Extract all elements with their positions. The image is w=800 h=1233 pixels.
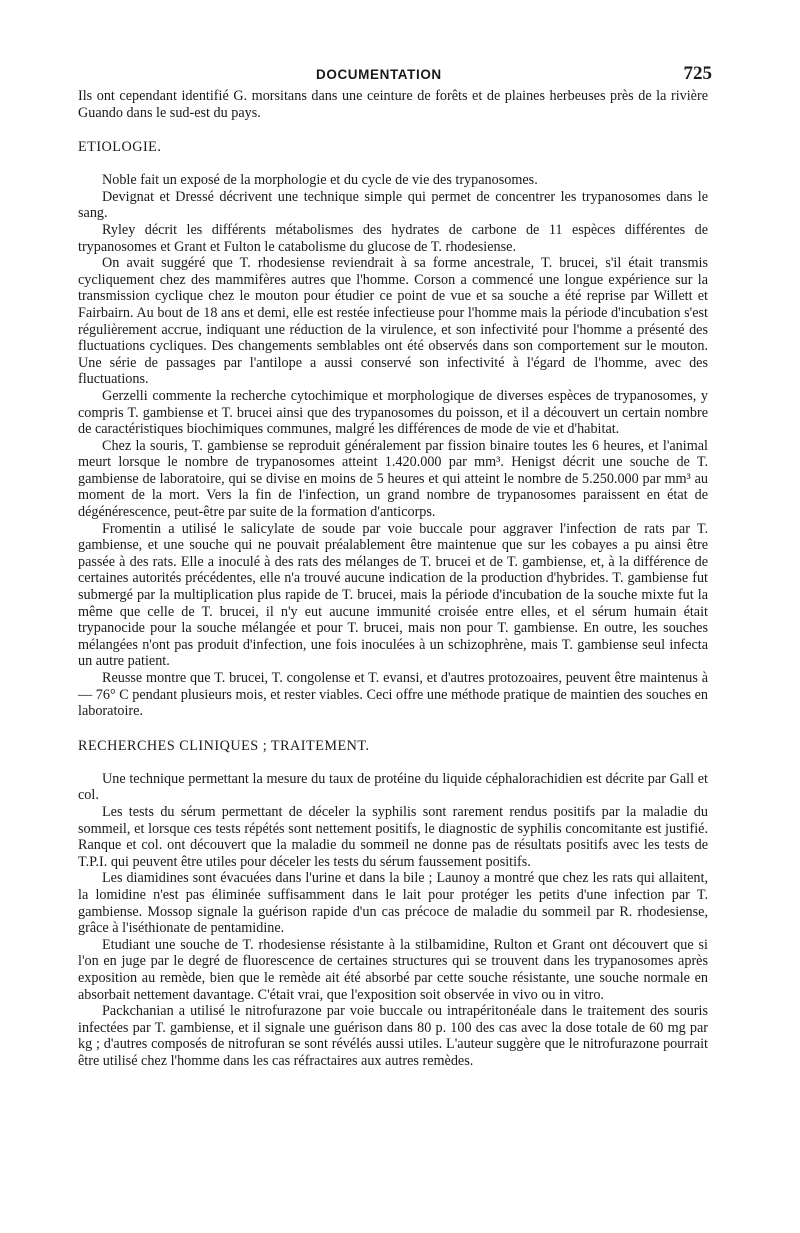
intro-paragraph: Ils ont cependant identifié G. morsitans dans une ceinture de forêts et de plaines herbeuses près de la rivière Guando dans le sud-est du pays. bbox=[78, 88, 708, 121]
body-paragraph: Chez la souris, T. gambiense se reproduit généralement par fission binaire toutes les 6 heures, et l'animal meurt lorsque le nombre de trypanosomes atteint 1.420.000 par mm³. Henigst décrit une souche de T. gambiense de laboratoire, qui se divise en moins de 5 heures et qui atteint le nombre de 5.250.000 par mm³ au moment de la mort. Vers la fin de l'infection, un grand nombre de trypanosomes paraissent en état de dégénérescence, peut-être par suite de la formation d'anticorps. bbox=[78, 437, 708, 521]
section-heading-recherches-cliniques: RECHERCHES CLINIQUES ; TRAITEMENT. bbox=[78, 737, 370, 754]
page-header bbox=[78, 63, 712, 88]
body-paragraph: Devignat et Dressé décrivent une technique simple qui permet de concentrer les trypanosomes dans le sang. bbox=[78, 188, 708, 222]
section-heading-etiologie: ETIOLOGIE. bbox=[78, 139, 162, 156]
running-head: DOCUMENTATION bbox=[316, 67, 442, 82]
body-paragraph: Reusse montre que T. brucei, T. congolense et T. evansi, et d'autres protozoaires, peuvent être maintenus à — 76° C pendant plusieurs mois, et rester viables. Ceci offre une méthode pratique de maintien des souches en laboratoire. bbox=[78, 670, 708, 720]
body-paragraph: Une technique permettant la mesure du taux de protéine du liquide céphalorachidien est décrite par Gall et col. bbox=[78, 770, 708, 804]
body-paragraph: Fromentin a utilisé le salicylate de soude par voie buccale pour aggraver l'infection de rats par T. gambiense, et une souche qui ne pouvait préalablement être maintenue que sur les cobayes a pu ainsi être passée à des rats. Elle a inoculé à des rats des mélanges de T. brucei et de T. gambiense, et, à la différence de certaines autorités précédentes, elle n'a trouvé aucune indication de la production d'hybrides. T. gambiense fut submergé par la multiplication plus rapide de T. brucei, mais la période d'incubation de la souche mixte fut la même que celle de T. brucei, il n'y eut aucune immunité croisée entre elles, et el sérum humain était trypanocide pour la souche mélangée et pour T. brucei, mais non pour T. gambiense. En outre, les souches mélangées n'ont pas produit d'infection, une fois inoculées à un schizophrène, mais T. gambiense seul infecta un autre patient. bbox=[78, 520, 708, 670]
body-paragraph: Noble fait un exposé de la morphologie et du cycle de vie des trypanosomes. bbox=[102, 172, 538, 189]
body-paragraph: Les diamidines sont évacuées dans l'urine et dans la bile ; Launoy a montré que chez les rats qui allaitent, la lomidine n'est pas éliminée suffisamment dans le lait pour protéger les petits d'une infection par T. gambiense. Mossop signale la guérison rapide d'un cas précoce de maladie du sommeil par R. rhodesiense, grâce à l'iséthionate de pentamidine. bbox=[78, 870, 708, 937]
body-paragraph: Etudiant une souche de T. rhodesiense résistante à la stilbamidine, Rulton et Grant ont découvert que si l'on en juge par le degré de fluorescence de certaines structures qui se trouvent dans les trypanosomes après exposition au remède, bien que le remède ait été absorbé par cette souche résistante, une souche normale en absorbait nettement davantage. C'était vrai, que l'exposition soit observée in vivo ou in vitro. bbox=[78, 936, 708, 1003]
body-paragraph: Les tests du sérum permettant de déceler la syphilis sont rarement rendus positifs par la maladie du sommeil, et lorsque ces tests répétés sont nettement positifs, le diagnostic de syphilis concomitante est justifié. Ranque et col. ont découvert que la maladie du sommeil ne donne pas de résultats positifs avec les tests de T.P.I. qui peuvent être utiles pour déceler les tests du sérum faussement positifs. bbox=[78, 803, 708, 870]
body-paragraph: On avait suggéré que T. rhodesiense reviendrait à sa forme ancestrale, T. brucei, s'il était transmis cycliquement chez des mammifères autres que l'homme. Corson a commencé une longue expérience sur la transmission cyclique chez le mouton pour étudier ce point de vue et sa souche a été reprise par Willett et Fairbairn. Au bout de 18 ans et demi, elle est restée infectieuse pour l'homme mais la période d'incubation s'est régulièrement accrue, indiquant une réduction de la virulence, et son infectivité pour l'homme a présenté des fluctuations cycliques. Des changements semblables ont été observés dans son comportement sur le mouton. Une série de passages par l'antilope a aussi conservé son infectivité à l'égard de l'homme, avec des fluctuations. bbox=[78, 255, 708, 388]
body-paragraph: Gerzelli commente la recherche cytochimique et morphologique de diverses espèces de trypanosomes, y compris T. gambiense et T. brucei ainsi que des trypanosomes du poisson, et il a découvert un certain nombre de caractéristiques biochimiques communes, malgré les différences de mode de vie et d'habitat. bbox=[78, 387, 708, 438]
page-number: 725 bbox=[683, 63, 712, 84]
body-paragraph: Ryley décrit les différents métabolismes des hydrates de carbone de 11 espèces différentes de trypanosomes et Grant et Fulton le catabolisme du glucose de T. rhodesiense. bbox=[78, 221, 708, 255]
body-paragraph: Packchanian a utilisé le nitrofurazone par voie buccale ou intrapéritonéale dans le traitement des souris infectées par T. gambiense, et il signale une guérison dans 80 p. 100 des cas avec la dose totale de 60 mg par kg ; d'autres composés de nitrofuran se sont révélés aussi utiles. L'auteur suggère que le nitrofurazone pourrait être utilisé chez l'homme dans les cas réfractaires aux autres remèdes. bbox=[78, 1003, 708, 1069]
